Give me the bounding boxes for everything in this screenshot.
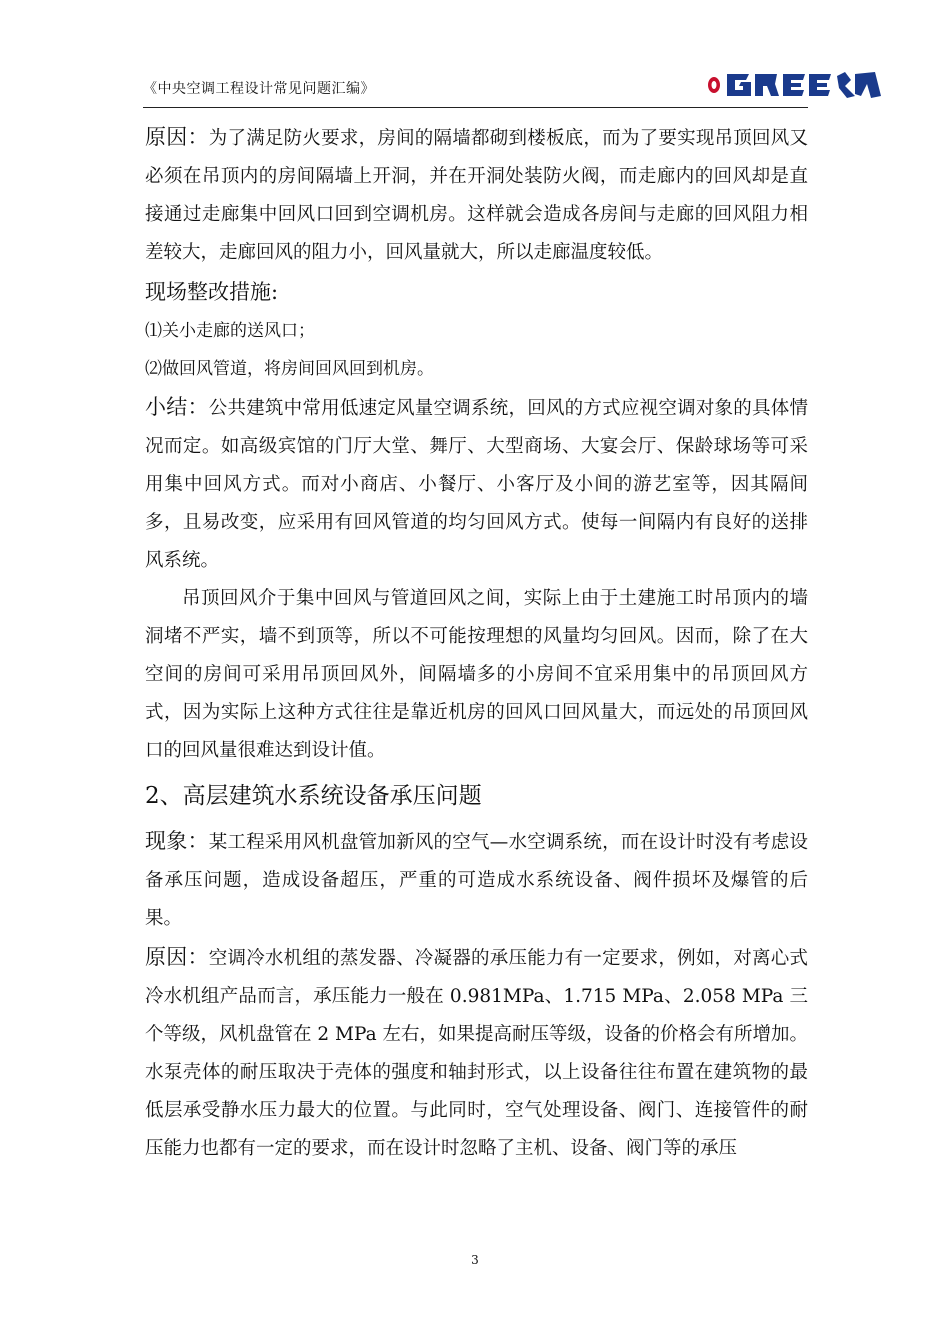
summary-label: 小结： xyxy=(145,395,209,419)
summary-text: 公共建筑中常用低速定风量空调系统，回风的方式应视空调对象的具体情况而定。如高级宾馆的门厅大堂、舞厅、大型商场、大宴会厅、保龄球场等可采用集中回风方式。而对小商店、小餐厅、小客厅及小间的游艺室等，因其隔间多，且易改变，应采用有回风管道的均匀回风方式。使每一间隔内有良好的送排风系统。 xyxy=(145,398,809,571)
measures-heading: 现场整改措施: xyxy=(145,280,279,304)
phenomenon-paragraph xyxy=(145,822,808,938)
document-body xyxy=(145,118,808,1168)
measure-item-2: ⑵做回风管道，将房间回风回到机房。 xyxy=(145,359,434,379)
summary-paragraph xyxy=(145,388,808,580)
phenomenon-label: 现象： xyxy=(145,829,209,853)
cause-text: 为了满足防火要求，房间的隔墙都砌到楼板底，而为了要实现吊顶回风又必须在吊顶内的房间隔墙上开洞，并在开洞处装防火阀，而走廊内的回风却是直接通过走廊集中回风口回到空调机房。这样就会造成各房间与走廊的回风阻力相差较大，走廊回风的阻力小，回风量就大，所以走廊温度较低。 xyxy=(145,128,809,263)
cause-paragraph-2 xyxy=(145,938,808,1168)
section-heading: 2、高层建筑水系统设备承压问题 xyxy=(145,783,482,809)
page-number: 3 xyxy=(471,1253,479,1267)
gree-logo xyxy=(705,66,885,104)
document-header-title: 《中央空调工程设计常见问题汇编》 xyxy=(143,81,375,97)
measure-item-1: ⑴关小走廊的送风口； xyxy=(145,321,315,341)
phenomenon-text: 某工程采用风机盘管加新风的空气—水空调系统，而在设计时没有考虑设备承压问题，造成设备超压，严重的可造成水系统设备、阀件损坏及爆管的后果。 xyxy=(145,832,809,929)
cause-paragraph xyxy=(145,118,808,272)
cause-label-2: 原因： xyxy=(145,945,209,969)
cause-text-2: 空调冷水机组的蒸发器、冷凝器的承压能力有一定要求，例如，对离心式冷水机组产品而言，承压能力一般在 0.981MPa、1.715 MPa、2.058 MPa 三个等级，风机盘管在 2 MPa 左右，如果提高耐压等级，设备的价格会有所增加。水泵壳体的耐压取决于壳体的强度和轴封形式，以上设备往往布置在建筑物的最低层承受静水压力最大的位置。与此同时，空气处理设备、阀门、连接管件的耐压能力也都有一定的要求，而在设计时忽略了主机、设备、阀门等的承压 xyxy=(145,948,809,1159)
header-rule xyxy=(143,107,808,108)
cause-label: 原因： xyxy=(145,125,209,149)
ceiling-return-paragraph: 吊顶回风介于集中回风与管道回风之间，实际上由于土建施工时吊顶内的墙洞堵不严实，墙不到顶等，所以不可能按理想的风量均匀回风。因而，除了在大空间的房间可采用吊顶回风外，间隔墙多的小房间不宜采用集中的吊顶回风方式，因为实际上这种方式往往是靠近机房的回风口回风量大，而远处的吊顶回风口的回风量很难达到设计值。 xyxy=(145,588,808,761)
